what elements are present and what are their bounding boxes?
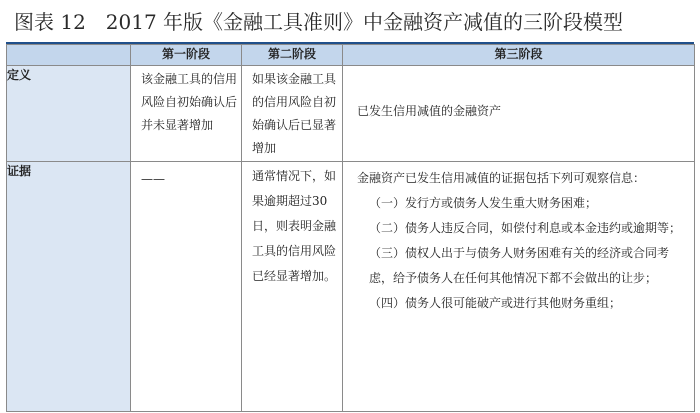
cell-definition-stage-2 xyxy=(242,66,343,162)
definition-stage-3-text: 已发生信用减值的金融资产 xyxy=(357,104,502,118)
header-stage-2: 第二阶段 xyxy=(242,45,343,66)
evidence-item-1: （一）发行方或债务人发生重大财务困难； xyxy=(369,196,598,210)
header-stage-3: 第三阶段 xyxy=(343,45,695,66)
cell-definition-stage-1 xyxy=(131,66,242,162)
cell-definition-stage-3 xyxy=(343,66,695,162)
table-row-definition xyxy=(7,66,695,162)
cell-evidence-stage-1 xyxy=(131,162,242,412)
row-label-evidence: 证据 xyxy=(7,162,131,412)
definition-stage-1-text: 该金融工具的信用风险自初始确认后并未显著增加 xyxy=(141,72,238,132)
impairment-stages-table xyxy=(6,44,695,412)
definition-stage-2-text: 如果该金融工具的信用风险自初始确认后已显著增加 xyxy=(252,72,337,155)
page-title: 图表 12 2017 年版《金融工具准则》中金融资产减值的三阶段模型 xyxy=(14,10,624,34)
table-header-row xyxy=(7,45,695,66)
evidence-stage-3-block xyxy=(343,162,694,316)
evidence-item-3: （三）债权人出于与债务人财务困难有关的经济或合同考虑，给予债务人在任何其他情况下都不会做出的让步； xyxy=(369,246,670,285)
evidence-item-4: （四）债务人很可能破产或进行其他财务重组； xyxy=(369,296,622,310)
evidence-stage-2-text: 通常情况下，如果逾期超过30 日，则表明金融工具的信用风险已经显著增加。 xyxy=(252,169,337,283)
cell-evidence-stage-3 xyxy=(343,162,695,412)
cell-evidence-stage-2 xyxy=(242,162,343,412)
evidence-intro: 金融资产已发生信用减值的证据包括下列可观察信息： xyxy=(357,171,646,185)
header-corner xyxy=(7,45,131,66)
table-row-evidence xyxy=(7,162,695,412)
header-stage-1: 第一阶段 xyxy=(131,45,242,66)
evidence-item-2: （二）债务人违反合同，如偿付利息或本金违约或逾期等； xyxy=(369,221,682,235)
row-label-definition: 定义 xyxy=(7,66,131,162)
evidence-stage-1-text: —— xyxy=(141,172,165,186)
